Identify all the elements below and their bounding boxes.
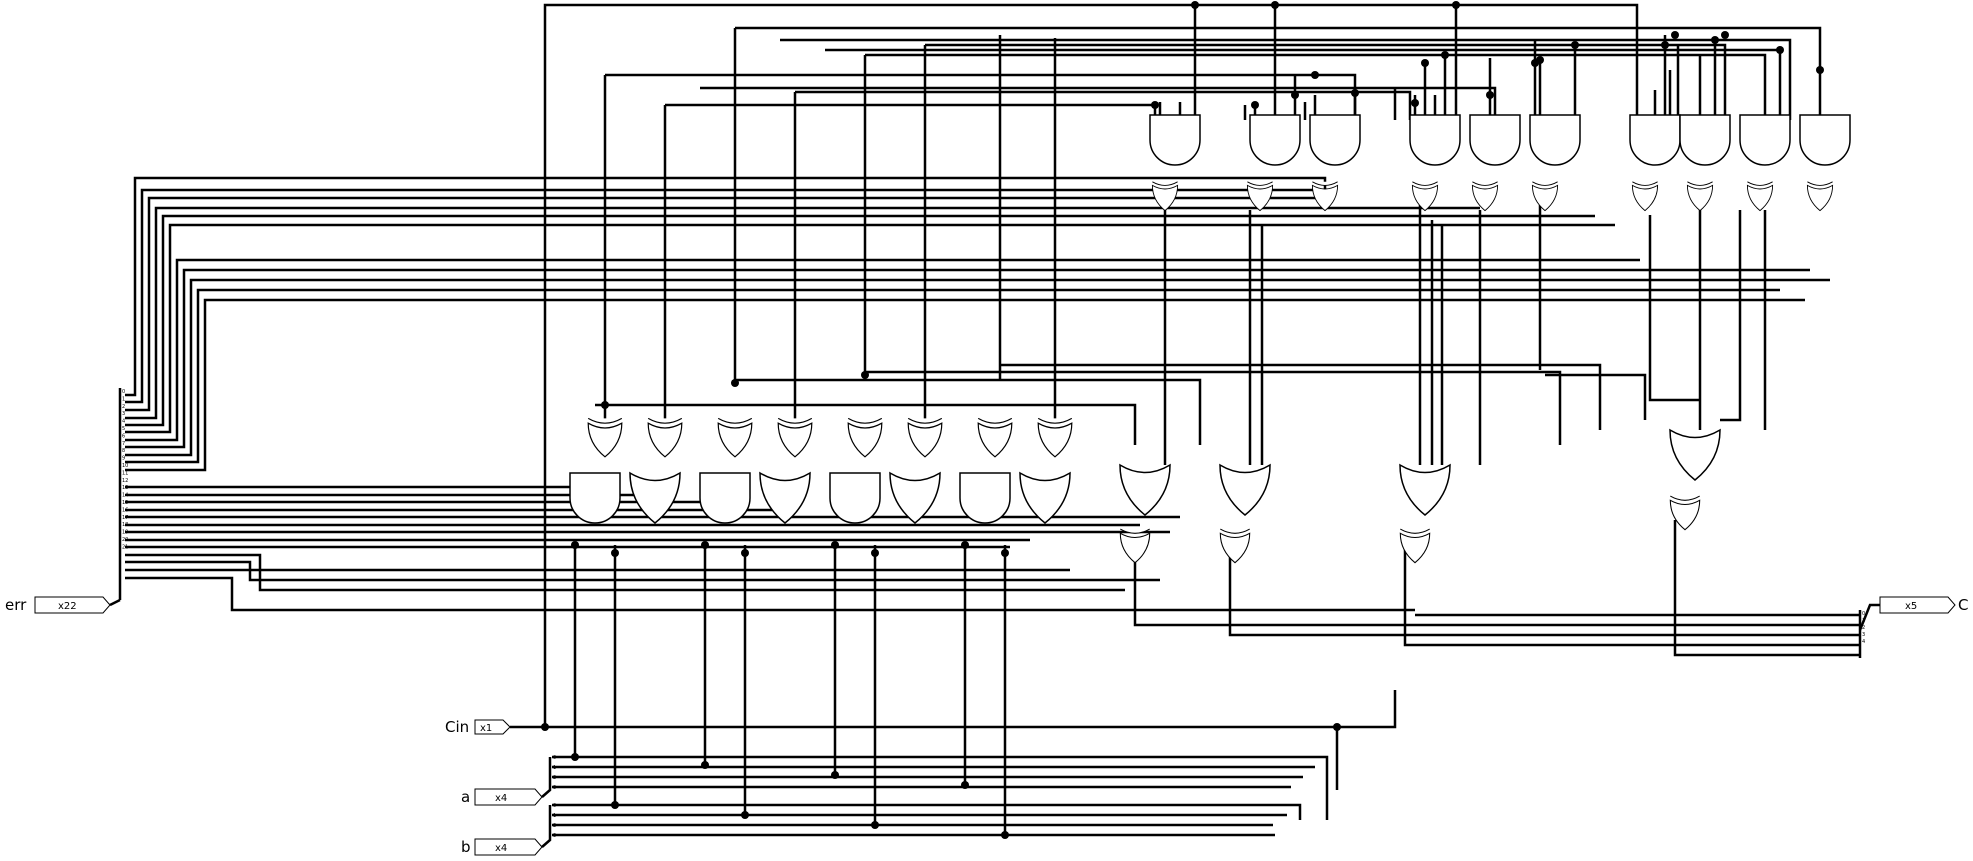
xor-gate: [1412, 182, 1437, 211]
a-port-width: x4: [495, 793, 508, 804]
xor-gate: [1152, 182, 1177, 211]
err-bit-6: 6: [122, 433, 126, 440]
a-port-name: a: [461, 788, 471, 806]
err-bus-bit-labels: [122, 389, 128, 550]
and-gate: [960, 473, 1010, 523]
xor-gate: [1687, 182, 1712, 211]
err-bit-12: 12: [122, 477, 129, 484]
err-bit-1: 1: [122, 396, 126, 403]
xor-gate: [1747, 182, 1772, 211]
c-bit-3: 3: [1862, 632, 1866, 638]
err-bit-20: 20: [122, 537, 129, 543]
err-bit-11: 11: [122, 470, 129, 477]
err-bit-14: 14: [122, 492, 129, 499]
xor-gate: [1472, 182, 1497, 211]
b-bit-2: 2: [553, 823, 557, 829]
err-bit-17: 17: [122, 514, 129, 521]
b-bit-1: 1: [553, 813, 557, 819]
or-gate: [1020, 473, 1070, 523]
a-bit-3: 3: [553, 785, 557, 791]
xor-gate: [1632, 182, 1657, 211]
err-port-width: x22: [58, 601, 77, 612]
cin-port-name: Cin: [445, 718, 470, 736]
and-gate: [1250, 115, 1300, 165]
c-bit-4: 4: [1862, 639, 1866, 645]
or-gate: [1400, 465, 1450, 515]
a-bus-bit-labels: [553, 755, 556, 791]
and-gate: [1630, 115, 1680, 165]
err-bit-10: 10: [122, 463, 129, 469]
and-gate: [1680, 115, 1730, 165]
err-bit-15: 15: [122, 500, 129, 506]
and-gate: [1150, 115, 1200, 165]
or-gate: [1220, 465, 1270, 515]
err-bit-21: 21: [122, 544, 129, 551]
a-bit-0: 0: [553, 755, 557, 761]
err-bit-4: 4: [122, 418, 126, 425]
c-bit-0: 0: [1862, 611, 1866, 617]
xor-gate: [978, 418, 1012, 456]
logic-gates: [570, 115, 1850, 563]
cin-port-width: x1: [480, 723, 493, 734]
xor-gate: [848, 418, 882, 456]
b-bit-0: 0: [553, 803, 557, 809]
xor-gate: [718, 418, 752, 456]
and-gate: [830, 473, 880, 523]
or-gate: [630, 473, 680, 523]
err-bit-9: 9: [122, 455, 126, 462]
b-port-name: b: [461, 838, 471, 856]
or-gate: [1670, 430, 1720, 480]
xor-gate: [1220, 529, 1249, 563]
xor-gate: [1038, 418, 1072, 456]
xor-gate: [1532, 182, 1557, 211]
xor-gate: [908, 418, 942, 456]
err-bit-3: 3: [122, 411, 126, 418]
err-port: [5, 596, 120, 614]
err-bit-16: 16: [122, 507, 129, 514]
err-bit-0: 0: [122, 389, 126, 395]
and-gate: [1410, 115, 1460, 165]
cin-port: [445, 718, 510, 736]
c-bit-2: 2: [1862, 625, 1866, 631]
or-gate: [1120, 465, 1170, 515]
or-gate: [890, 473, 940, 523]
and-gate: [1470, 115, 1520, 165]
a-bit-1: 1: [553, 765, 557, 771]
b-bit-3: 3: [553, 833, 557, 839]
xor-gate: [1247, 182, 1272, 211]
c-port: [1860, 596, 1968, 630]
xor-gate: [648, 418, 682, 456]
a-port: [461, 757, 550, 806]
and-gate: [1740, 115, 1790, 165]
err-bit-8: 8: [122, 448, 126, 455]
xor-gate: [1807, 182, 1832, 211]
and-gate: [1800, 115, 1850, 165]
xor-gate: [1120, 529, 1149, 563]
err-bit-5: 5: [122, 426, 126, 432]
err-bit-2: 2: [122, 403, 126, 410]
c-port-width: x5: [1905, 601, 1918, 612]
xor-gate: [588, 418, 622, 456]
and-gate: [1310, 115, 1360, 165]
b-bus-bit-labels: [553, 803, 556, 839]
c-bus-bit-labels: [1862, 611, 1865, 645]
and-gate: [570, 473, 620, 523]
and-gate: [1530, 115, 1580, 165]
a-bit-2: 2: [553, 775, 557, 781]
or-gate: [760, 473, 810, 523]
c-bit-1: 1: [1862, 618, 1866, 624]
err-port-name: err: [5, 596, 27, 614]
err-bit-7: 7: [122, 440, 126, 447]
and-gate: [700, 473, 750, 523]
b-port-width: x4: [495, 843, 508, 854]
c-port-name: C: [1958, 596, 1969, 614]
xor-gate: [778, 418, 812, 456]
b-port: [461, 805, 550, 856]
err-bit-18: 18: [122, 522, 129, 529]
err-bit-13: 13: [122, 485, 129, 492]
err-bit-19: 19: [122, 529, 129, 536]
